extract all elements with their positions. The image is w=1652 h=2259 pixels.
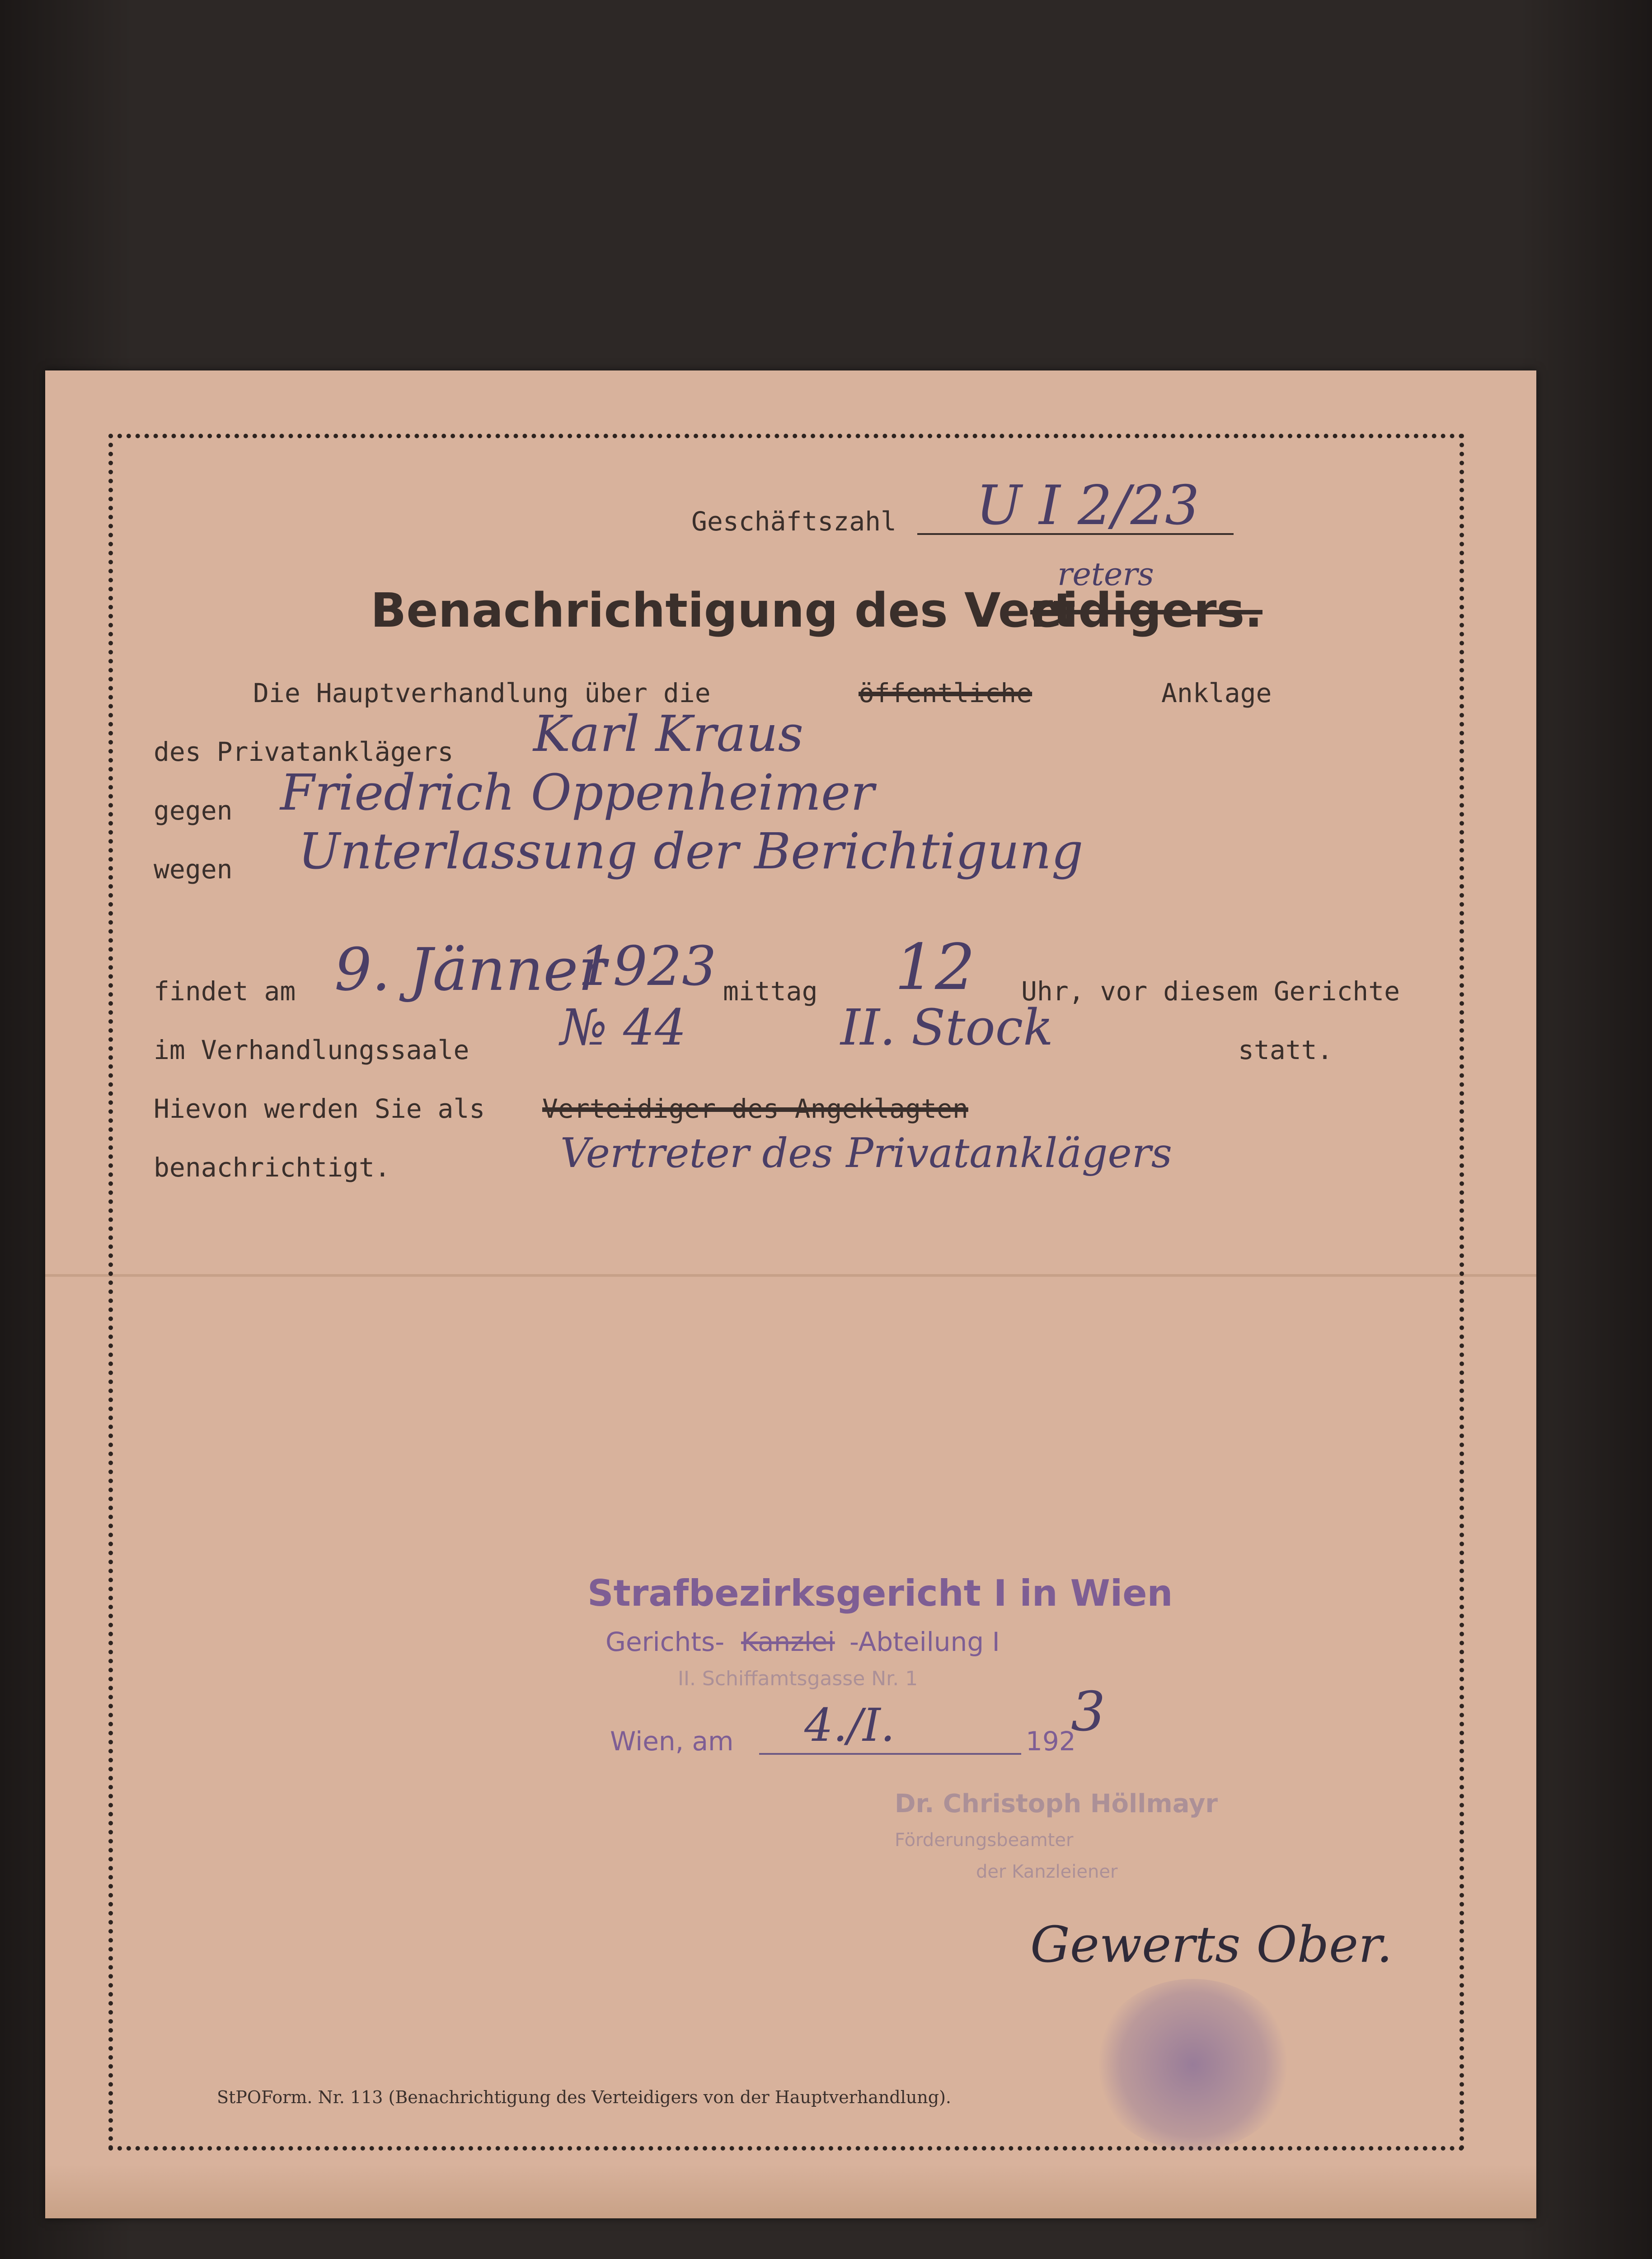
- hour-value: 12: [895, 931, 976, 1004]
- official-role: der Kanzleiener: [976, 1861, 1118, 1882]
- uhr-text: Uhr, vor diesem Gerichte: [1021, 976, 1400, 1007]
- title-struck: eidigers.: [1030, 583, 1262, 638]
- round-seal-stamp: [1094, 1979, 1292, 2151]
- stamp-date-value: 4./I.: [804, 1699, 895, 1752]
- wegen-label: wegen: [154, 854, 233, 885]
- stamp-court: Strafbezirksgericht I in Wien: [587, 1572, 1173, 1614]
- hauptverhandlung-text: Die Hauptverhandlung über die: [253, 678, 711, 708]
- findet-label: findet am: [154, 976, 296, 1007]
- saal-value: № 44: [560, 998, 687, 1056]
- stamp-year-prefix: 192: [1026, 1726, 1076, 1757]
- geschaeftszahl-label: Geschäftszahl: [691, 506, 896, 537]
- mittag-label: mittag: [723, 976, 818, 1007]
- statt-text: statt.: [1238, 1035, 1333, 1065]
- gegen-label: gegen: [154, 795, 233, 826]
- title-prefix: Benachrichtigung des Vert: [371, 583, 1076, 638]
- title-correction: reters: [1057, 556, 1154, 593]
- oeffentliche-struck: öffentliche: [859, 678, 1032, 708]
- stamp-dept-suffix: -Abteilung I: [849, 1626, 1000, 1657]
- saal-label: im Verhandlungssaale: [154, 1035, 469, 1065]
- benachrichtigt-text: benachrichtigt.: [154, 1152, 390, 1183]
- verteidiger-struck: Verteidiger des Angeklagten: [542, 1093, 968, 1124]
- stamp-year-suffix: 3: [1071, 1681, 1106, 1743]
- signature: Gewerts Ober.: [1030, 1916, 1393, 1973]
- date-value: 9. Jänner: [334, 935, 606, 1004]
- vertreter-value: Vertreter des Privatanklägers: [560, 1130, 1172, 1177]
- stamp-dept-struck: Kanzlei: [741, 1626, 835, 1657]
- geschaeftszahl-value: U I 2/23: [976, 474, 1200, 537]
- privatanklaeger-value: Karl Kraus: [533, 705, 804, 763]
- stock-value: II. Stock: [840, 998, 1053, 1056]
- year-value: 1923: [578, 935, 717, 998]
- stamp-place-date-label: Wien, am: [610, 1726, 734, 1757]
- wegen-value: Unterlassung der Berichtigung: [298, 822, 1084, 880]
- gegen-value: Friedrich Oppenheimer: [280, 764, 874, 821]
- form-footer: StPOForm. Nr. 113 (Benachrichtigung des Verteidigers von der Hauptverhandlung).: [217, 2087, 952, 2107]
- stamp-address: II. Schiffamtsgasse Nr. 1: [678, 1667, 918, 1690]
- official-title: Förderungsbeamter: [895, 1830, 1074, 1851]
- anklage-text: Anklage: [1161, 678, 1272, 708]
- court-notice-paper: [45, 370, 1536, 2218]
- stamp-dept-prefix: Gerichts-: [605, 1626, 725, 1657]
- stamp-date-line: [759, 1753, 1021, 1755]
- hievon-text: Hievon werden Sie als: [154, 1093, 485, 1124]
- official-name: Dr. Christoph Höllmayr: [895, 1789, 1218, 1818]
- privatanklaeger-label: des Privatanklägers: [154, 736, 454, 767]
